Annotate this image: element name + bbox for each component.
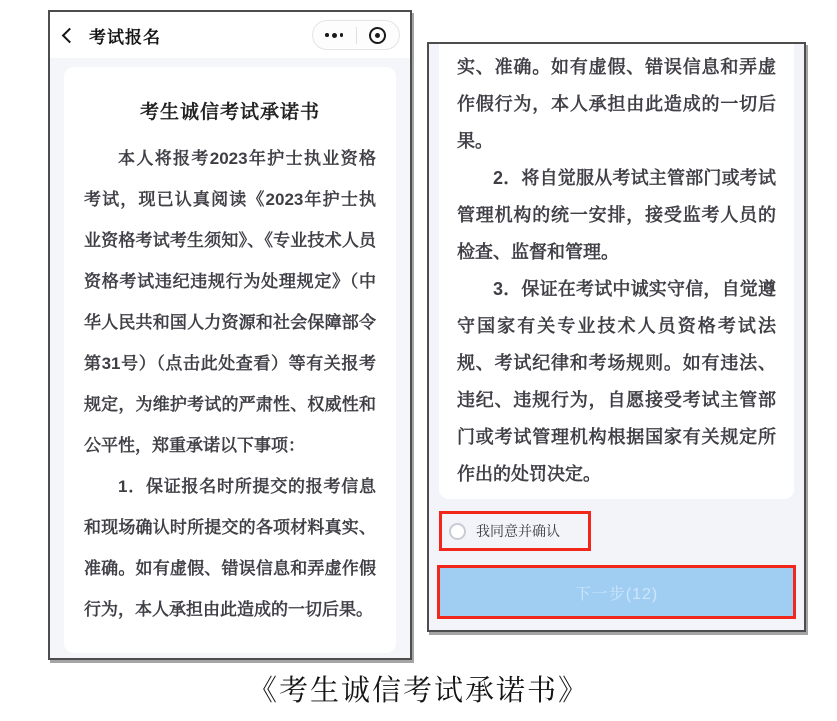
left-phone-screenshot <box>48 10 412 660</box>
paragraph-item-1: 1．保证报名时所提交的报考信息和现场确认时所提交的各项材料真实、准确。如有虚假、错误信息和弄虚作假行为，本人承担由此造成的一切后果。 <box>84 477 376 619</box>
agree-label[interactable]: 我同意并确认 <box>476 523 560 539</box>
page-body <box>50 58 410 658</box>
target-circle-icon <box>369 27 386 44</box>
commitment-card-continued <box>439 44 794 499</box>
mini-program-header <box>50 12 410 58</box>
close-minimize-button[interactable] <box>357 21 400 49</box>
paragraph-item-1-continued: 实、准确。如有虚假、错误信息和弄虚作假行为，本人承担由此造成的一切后果。 <box>457 57 776 151</box>
next-annotation-box <box>437 565 796 619</box>
paragraph-item-2: 2．将自觉服从考试主管部门或考试管理机构的统一安排，接受监考人员的检查、监督和管理。 <box>457 168 776 262</box>
next-step-button[interactable]: 下一步(12) <box>440 568 793 616</box>
figure-caption: 《考生诚信考试承诺书》 <box>247 673 589 707</box>
commitment-card <box>64 67 396 653</box>
agree-annotation-box <box>439 511 591 551</box>
wechat-capsule <box>312 20 400 50</box>
paragraph-intro-text-after: 等有关报考规定，为维护考试的严肃性、权威性和公平性，郑重承诺以下事项： <box>84 354 377 455</box>
ellipsis-icon <box>325 33 343 38</box>
paragraph-intro-text: 本人将报考2023年护士执业资格考试，现已认真阅读《2023年护士执业资格考试考生须知》、《专业技术人员资格考试违纪违规行为处理规定》（中华人民共和国人力资源和社会保障部令第31号） <box>84 149 376 373</box>
back-chevron-icon[interactable] <box>62 27 78 43</box>
paragraph-item-3: 3．保证在考试中诚实守信，自觉遵守国家有关专业技术人员资格考试法规、考试纪律和考场规则。如有违法、违纪、违规行为，自愿接受考试主管部门或考试管理机构根据国家有关规定所作出的处罚决定。 <box>457 279 776 484</box>
page-title: 考试报名 <box>89 27 161 47</box>
right-phone-screenshot <box>427 42 806 632</box>
more-options-button[interactable] <box>313 21 356 49</box>
agree-radio-unchecked[interactable] <box>449 523 466 540</box>
document-title: 考生诚信考试承诺书 <box>139 102 320 123</box>
click-to-view-link[interactable]: （点击此处查看） <box>156 354 289 373</box>
paragraph-intro <box>84 138 376 466</box>
